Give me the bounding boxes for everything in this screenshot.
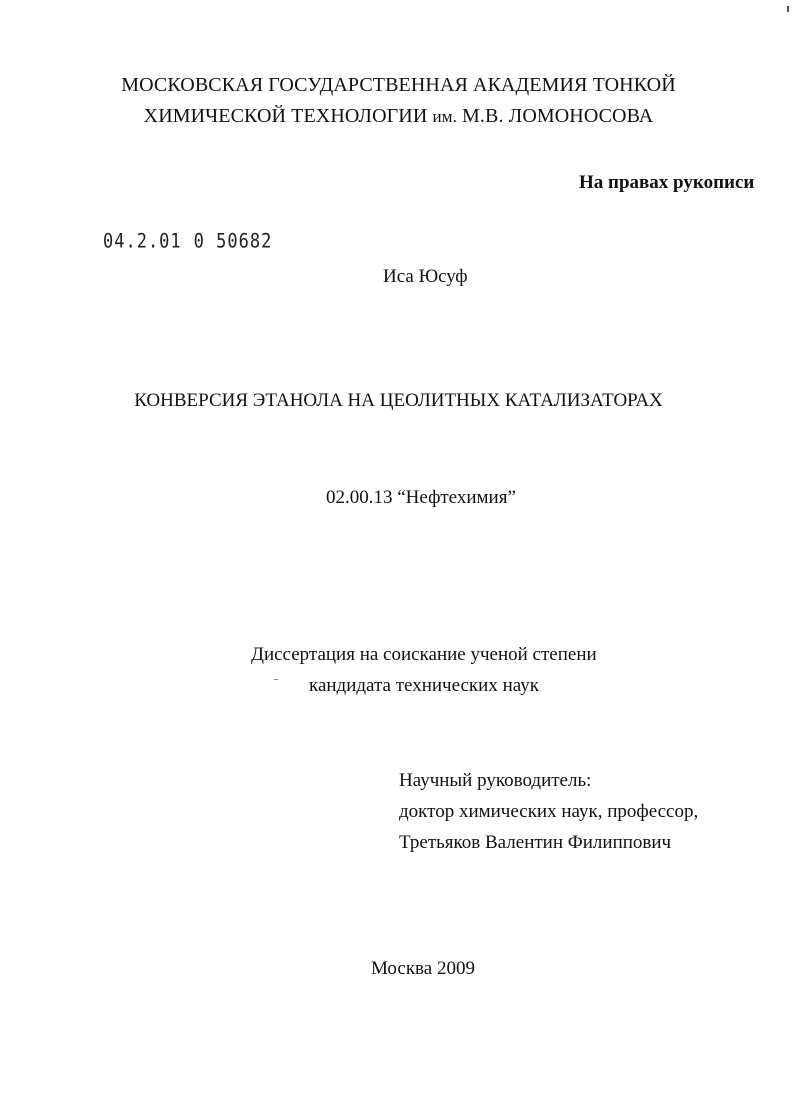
- institution-line-2: [0, 104, 797, 129]
- institution-name-line-2b: им.: [432, 107, 457, 126]
- place-year: Москва 2009: [371, 958, 475, 979]
- dissertation-title: КОНВЕРСИЯ ЭТАНОЛА НА ЦЕОЛИТНЫХ КАТАЛИЗАТОРАХ: [134, 390, 663, 411]
- institution-name-line-2a: ХИМИЧЕСКОЙ ТЕХНОЛОГИИ: [143, 105, 428, 127]
- rights-note: На правах рукописи: [579, 172, 755, 193]
- scan-mark: [787, 6, 789, 12]
- institution-name-line-1: МОСКОВСКАЯ ГОСУДАРСТВЕННАЯ АКАДЕМИЯ ТОНКОЙ: [121, 74, 676, 96]
- stamp-part-2: 0 50682: [193, 230, 273, 253]
- institution-line-1: [0, 73, 797, 97]
- stamp-part-1: 04.2.01: [103, 230, 182, 253]
- degree-line-1: Диссертация на соискание ученой степени: [251, 644, 597, 665]
- supervisor-name: Третьяков Валентин Филиппович: [399, 832, 672, 853]
- archive-stamp: [103, 230, 272, 253]
- specialty-code: 02.00.13 “Нефтехимия”: [326, 487, 516, 508]
- scan-speck: [274, 679, 278, 680]
- author-name: Иса Юсуф: [383, 266, 468, 287]
- degree-line-2: кандидата технических наук: [309, 675, 539, 696]
- supervisor-heading: Научный руководитель:: [399, 770, 592, 791]
- institution-name-line-2c: М.В. ЛОМОНОСОВА: [462, 105, 654, 127]
- supervisor-rank: доктор химических наук, профессор,: [399, 801, 699, 822]
